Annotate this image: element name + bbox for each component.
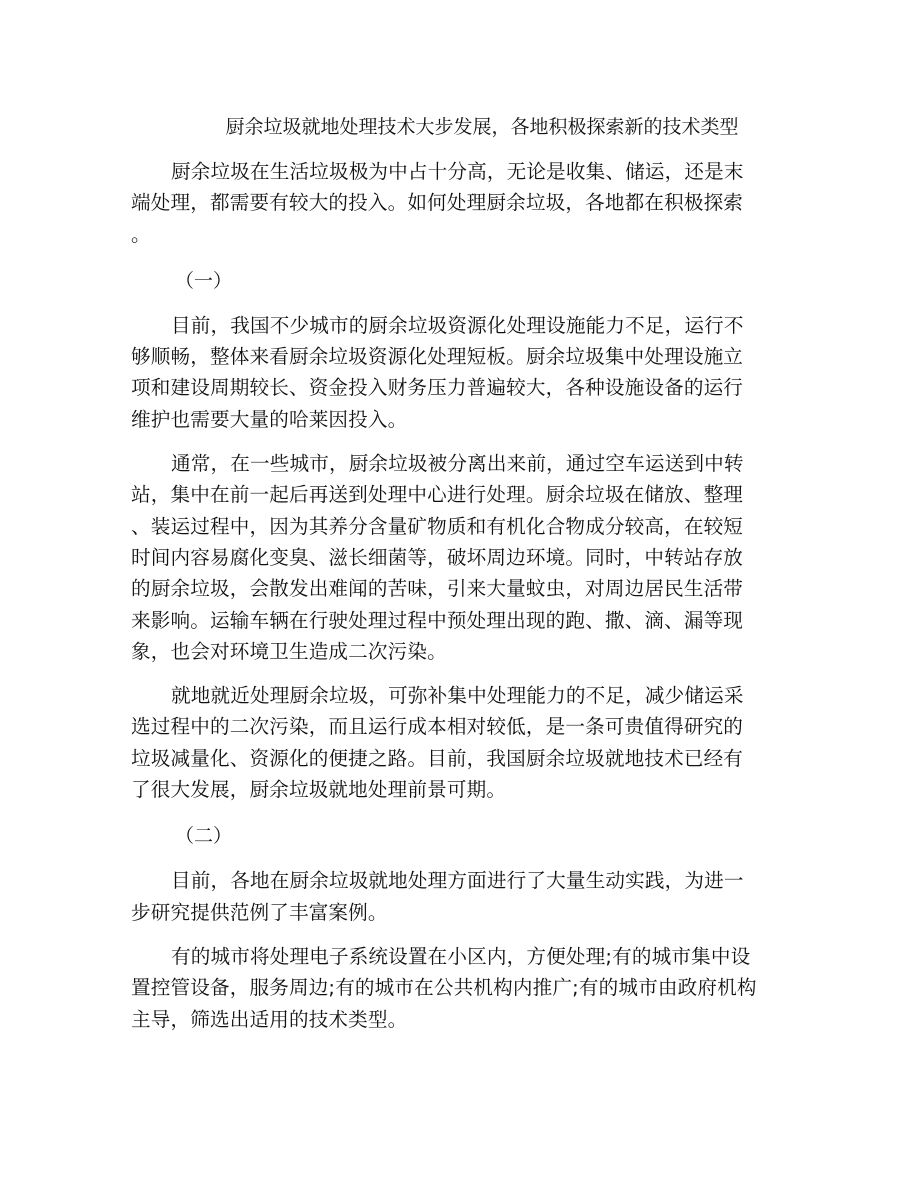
text-line: 就地就近处理厨余垃圾，可弥补集中处理能力的不足，减少储运采 — [171, 684, 744, 708]
text-line: 的厨余垃圾，会散发出难闻的苦味，引来大量蚊虫，对周边居民生活带 — [131, 577, 744, 601]
text-line: 目前，各地在厨余垃圾就地处理方面进行了大量生动实践，为进一 — [171, 869, 744, 893]
text-line: 时间内容易腐化变臭、滋长细菌等，破坏周边环境。同时，中转站存放 — [131, 545, 744, 569]
document-page — [131, 112, 821, 1035]
text-line: 项和建设周期较长、资金投入财务压力普遍较大，各种设施设备的运行 — [131, 376, 744, 400]
text-line: 端处理，都需要有较大的投入。如何处理厨余垃圾，各地都在积极探索 — [131, 191, 744, 215]
text-line: 。 — [131, 222, 151, 246]
text-line: 够顺畅，整体来看厨余垃圾资源化处理短板。厨余垃圾集中处理设施立 — [131, 345, 744, 369]
text-line: 通常，在一些城市，厨余垃圾被分离出来前，通过空车运送到中转 — [171, 452, 744, 476]
text-line: 选过程中的二次污染，而且运行成本相对较低，是一条可贵值得研究的 — [131, 715, 744, 739]
text-line: 来影响。运输车辆在行驶处理过程中预处理出现的跑、撒、滴、漏等现 — [131, 608, 744, 632]
paragraph — [131, 680, 821, 805]
paragraph-intro — [131, 156, 821, 250]
text-line: 了很大发展，厨余垃圾就地处理前景可期。 — [131, 778, 507, 802]
text-line: 垃圾减量化、资源化的便捷之路。目前，我国厨余垃圾就地技术已经有 — [131, 746, 744, 770]
text-line: 主导，筛选出适用的技术类型。 — [131, 1007, 408, 1031]
paragraph — [131, 448, 821, 667]
text-line: 厨余垃圾在生活垃圾极为中占十分高，无论是收集、储运，还是末 — [171, 160, 744, 183]
text-line: 目前，我国不少城市的厨余垃圾资源化处理设施能力不足，运行不 — [171, 313, 744, 337]
paragraph — [131, 865, 821, 928]
text-line: 置控管设备，服务周边;有的城市在公共机构内推广;有的城市由政府机构 — [131, 976, 757, 1000]
text-line: 有的城市将处理电子系统设置在小区内，方便处理;有的城市集中设 — [171, 944, 751, 968]
text-line: 站，集中在前一起后再送到处理中心进行处理。厨余垃圾在储放、整理 — [131, 483, 744, 507]
text-line: 步研究提供范例了丰富案例。 — [131, 900, 388, 924]
paragraph — [131, 941, 821, 1035]
text-line: 维护也需要大量的哈莱因投入。 — [131, 407, 408, 431]
text-line: 象，也会对环境卫生造成二次污染。 — [131, 639, 447, 663]
section-heading-1: （一） — [175, 269, 233, 292]
paragraph — [131, 310, 821, 435]
section-heading-2: （二） — [175, 825, 233, 848]
text-line: 、装运过程中，因为其养分含量矿物质和有机化合物成分较高，在较短 — [131, 514, 744, 538]
document-title: 厨余垃圾就地处理技术大步发展，各地积极探索新的技术类型 — [225, 116, 739, 138]
